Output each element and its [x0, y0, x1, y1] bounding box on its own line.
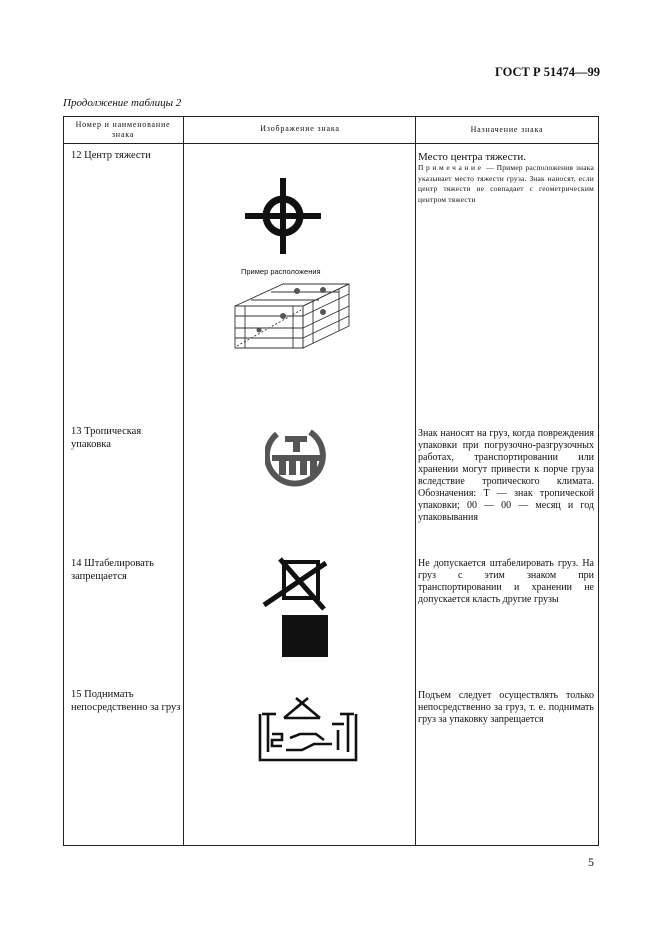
column-header-image: Изображение знака [260, 124, 340, 133]
column-header-name: Номер и наименование знака [75, 120, 171, 139]
example-box-drawing [231, 280, 351, 352]
description-text: Место центра тяжести. [418, 151, 526, 163]
header-divider [63, 143, 599, 144]
sign-name-13: 13 Тропическая упаковка [71, 426, 142, 450]
column-divider [415, 116, 416, 846]
description-note [418, 163, 594, 205]
sign-name-12: 12 Центр тяжести [71, 150, 151, 161]
tropical-packaging-icon [265, 424, 329, 492]
note-label: Примечание [418, 163, 484, 172]
center-of-gravity-icon [243, 176, 323, 256]
note-text: — Пример расположения знака указывает место тяжести груза. Знак наносят, если центр тяжести не совпадает с геометрическим центром тяжести [418, 163, 594, 204]
sign-description-12 [418, 151, 594, 205]
signs-table [63, 116, 599, 846]
sign-description-14: Не допускается штабелировать груз. На груз с этим знаком при транспортировании и хранении не допускается класть другие грузы [418, 558, 594, 605]
table-continuation-label: Продолжение таблицы 2 [63, 97, 182, 109]
sign-name-15: 15 Поднимать непосредственно за груз [71, 689, 181, 713]
sign-description-15: Подъем следует осуществлять только непосредственно за груз, т. е. поднимать груз за упаковку запрещается [418, 690, 594, 725]
lift-by-goods-icon [258, 694, 358, 764]
page-number: 5 [588, 855, 594, 869]
example-caption: Пример расположения [241, 267, 321, 276]
standard-designation: ГОСТ Р 51474—99 [494, 65, 600, 79]
column-divider [183, 116, 184, 846]
column-header-purpose: Назначение знака [470, 125, 544, 134]
sign-name-14: 14 Штабелировать запрещается [71, 558, 154, 582]
sign-description-13: Знак наносят на груз, когда повреждения упаковки при погрузочно-разгрузочных работах, транспортировании или хранении могут привести к порче груза вследствие тропического климата. Обозначения: Т — знак тропической упаковки; 00 — 00 — месяц и год упаковывания [418, 428, 594, 523]
no-stacking-icon [260, 553, 330, 659]
